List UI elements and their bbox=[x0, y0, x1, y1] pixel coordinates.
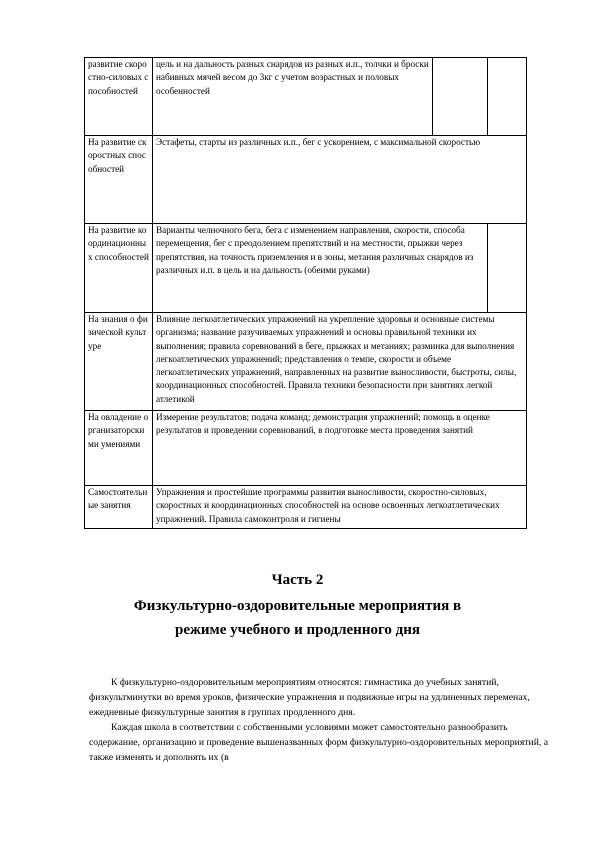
row-content: Эстафеты, старты из различных и.п., бег с ускорением, с максимальной скоростью bbox=[153, 136, 527, 224]
table-row bbox=[85, 58, 527, 136]
row-label: Самостоятельные занятия bbox=[85, 486, 153, 529]
table-row bbox=[85, 224, 527, 313]
empty-cell bbox=[488, 58, 527, 136]
row-label: На знания о физической культуре bbox=[85, 313, 153, 411]
part-heading: Часть 2 bbox=[271, 572, 324, 588]
content-table bbox=[84, 57, 527, 529]
table-row bbox=[85, 486, 527, 529]
row-content: цель и на дальность разных снарядов из разных и.п., толчки и броски набивных мячей весом до 3кг с учетом возрастных и половых особенностей bbox=[153, 58, 433, 136]
paragraph-1: К физкультурно-оздоровительным мероприятиям относятся: гимнастика до учебных занятий, физкультминутки во время уроков, физические упражнения и подвижные игры на удлиненных переменах, ежедневные физкультурные занятия в группах продленного дня. bbox=[89, 677, 530, 718]
table-row bbox=[85, 313, 527, 411]
row-content: Измерение результатов; подача команд; демонстрация упражнений; помощь в оценке результатов и проведении соревнований, в подготовке места проведения занятий bbox=[153, 411, 527, 486]
body-text bbox=[89, 675, 554, 765]
row-label: На овладение организаторскими умениями bbox=[85, 411, 153, 486]
row-label: развитие скоростно-силовых способностей bbox=[85, 58, 153, 136]
table-row bbox=[85, 411, 527, 486]
section-title-line-2: режиме учебного и продленного дня bbox=[174, 622, 421, 638]
paragraph-2: Каждая школа в соответствии с собственными условиями может самостоятельно разнообразить содержание, организацию и проведение вышеназванных форм физкультурно-оздоровительных мероприятий, а также изменять и дополнять их (в bbox=[89, 722, 549, 763]
row-content: Упражнения и простейшие программы развития выносливости, скоростно-силовых, скоростных и координационных способностей на основе освоенных легкоатлетических упражнений. Правила самоконтроля и гигиены bbox=[153, 486, 527, 529]
row-content: Варианты челночного бега, бега с изменением направления, скорости, способа перемещения, бег с преодолением препятствий и на местности, прыжки через препятствия, на точность приземления и в зоны, метания различных снарядов из различных и.п. в цель и на дальность (обеими руками) bbox=[153, 224, 488, 313]
empty-cell bbox=[488, 224, 527, 313]
table-row bbox=[85, 136, 527, 224]
row-label: На развитие координационных способностей bbox=[85, 224, 153, 313]
empty-cell bbox=[433, 58, 488, 136]
row-content: Влияние легкоатлетических упражнений на укрепление здоровья и основные системы организма; название разучиваемых упражнений и основы правильной техники их выполнения; правила соревнований в беге, прыжках и метаниях; разминка для выполнения легкоатлетических упражнений; представления о темпе, скорости и объеме легкоатлетических упражнений, направленных на развитие выносливости, быстроты, силы, координационных способностей. Правила техники безопасности при занятиях легкой атлетикой bbox=[153, 313, 527, 411]
row-label: На развитие скоростных способностей bbox=[85, 136, 153, 224]
section-title-line-1: Физкультурно-оздоровительные мероприятия в bbox=[133, 598, 462, 614]
